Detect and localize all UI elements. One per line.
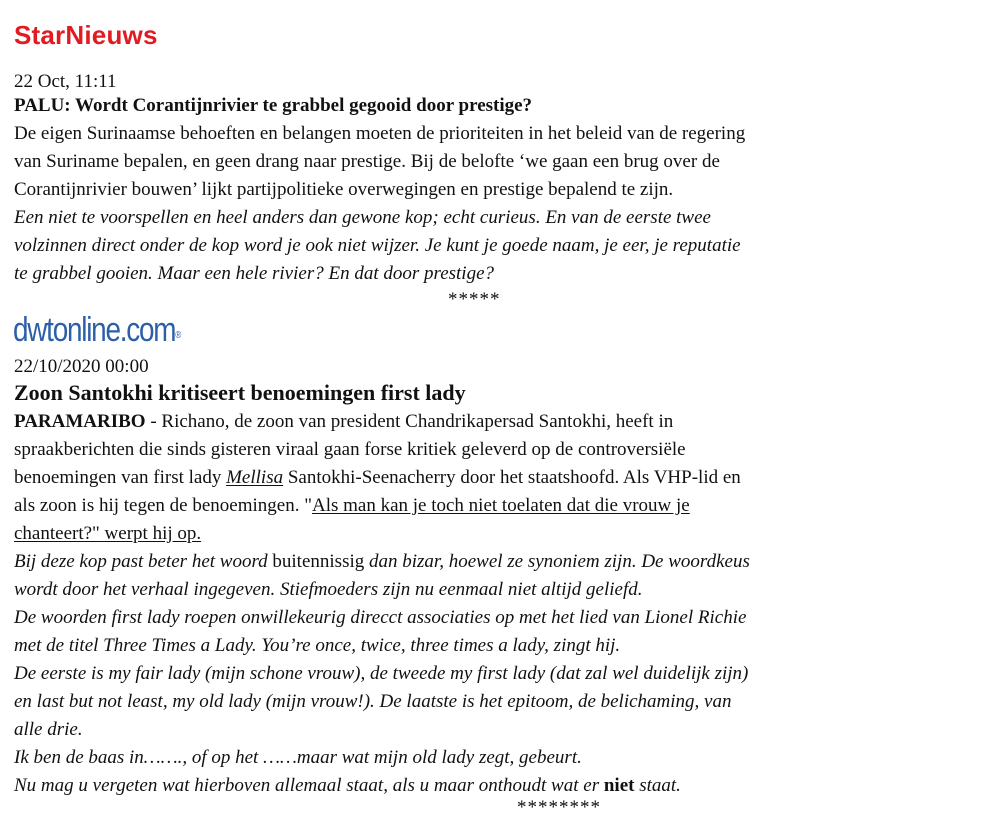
article2-comment-line: alle drie. [14,719,83,740]
article1-body-line: De eigen Surinaamse behoeften en belangen moeten de prioriteiten in het beleid van de regering [14,123,746,144]
article2-comment-line: De woorden first lady roepen onwillekeurig direcct associaties op met het lied van Lionel Richie [14,607,747,628]
article1-headline: PALU: Wordt Corantijnrivier te grabbel gegooid door prestige? [14,95,533,116]
article2-comment-line: Ik ben de baas in……., of op het ……maar wat mijn old lady zegt, gebeurt. [14,747,582,768]
article2-body-line: PARAMARIBO - Richano, de zoon van president Chandrikapersad Santokhi, heeft in [14,411,674,432]
article1-comment-line: te grabbel gooien. Maar een hele rivier? En dat door prestige? [14,263,495,284]
quote-underlined: Als man kan je toch niet toelaten dat die vrouw je [311,495,690,516]
article1-comment-line: volzinnen direct onder de kop word je ook niet wijzer. Je kunt je goede naam, je eer, je reputatie [14,235,741,256]
article1-body-line: van Suriname bepalen, en geen drang naar prestige. Bij de belofte ‘we gaan een brug over de [14,151,720,172]
article1-separator: ***** [448,289,501,310]
article1-comment-line: Een niet te voorspellen en heel anders dan gewone kop; echt curieus. En van de eerste twee [14,207,711,228]
article2-comment-line: Nu mag u vergeten wat hierboven allemaal staat, als u maar onthoudt wat er niet staat. [14,775,681,796]
article2-body-line: als zoon is hij tegen de benoemingen. "Als man kan je toch niet toelaten dat die vrouw je [14,495,690,516]
article2-body-line: spraakberichten die sinds gisteren viraal gaan forse kritiek geleverd op de controversiële [14,439,686,460]
first-lady-name: Mellisa [226,467,284,488]
article1-date: 22 Oct, 11:11 [14,71,117,92]
article2-comment-line: wordt door het verhaal ingegeven. Stiefmoeders zijn nu eenmaal niet altijd geliefd. [14,579,643,600]
article2-separator: ******** [517,797,601,818]
article2-headline: Zoon Santokhi kritiseert benoemingen first lady [14,380,466,405]
article2-comment-line: De eerste is my fair lady (mijn schone vrouw), de tweede my first lady (dat zal wel duidelijk zijn) [14,663,749,684]
article2-date: 22/10/2020 00:00 [14,356,149,377]
article2-body-line: chanteert?" werpt hij op. [14,523,202,544]
starnieuws-logo: StarNieuws [14,20,158,50]
article2-comment-line: Bij deze kop past beter het woord buitennissig dan bizar, hoewel ze synoniem zijn. De woordkeus [14,551,750,572]
article2-comment-line: met de titel Three Times a Lady. You’re once, twice, three times a lady, zingt hij. [14,635,621,656]
article2-body-line: benoemingen van first lady Mellisa Santokhi-Seenacherry door het staatshoofd. Als VHP-lid en [14,467,741,488]
article1-body-line: Corantijnrivier bouwen’ lijkt partijpolitieke overwegingen en prestige bepalend te zijn. [14,179,674,200]
article2-comment-line: en last but not least, my old lady (mijn vrouw!). De laatste is het epitoom, de belichaming, van [14,691,732,712]
dwtonline-logo: dwtonline.com® [13,311,182,349]
